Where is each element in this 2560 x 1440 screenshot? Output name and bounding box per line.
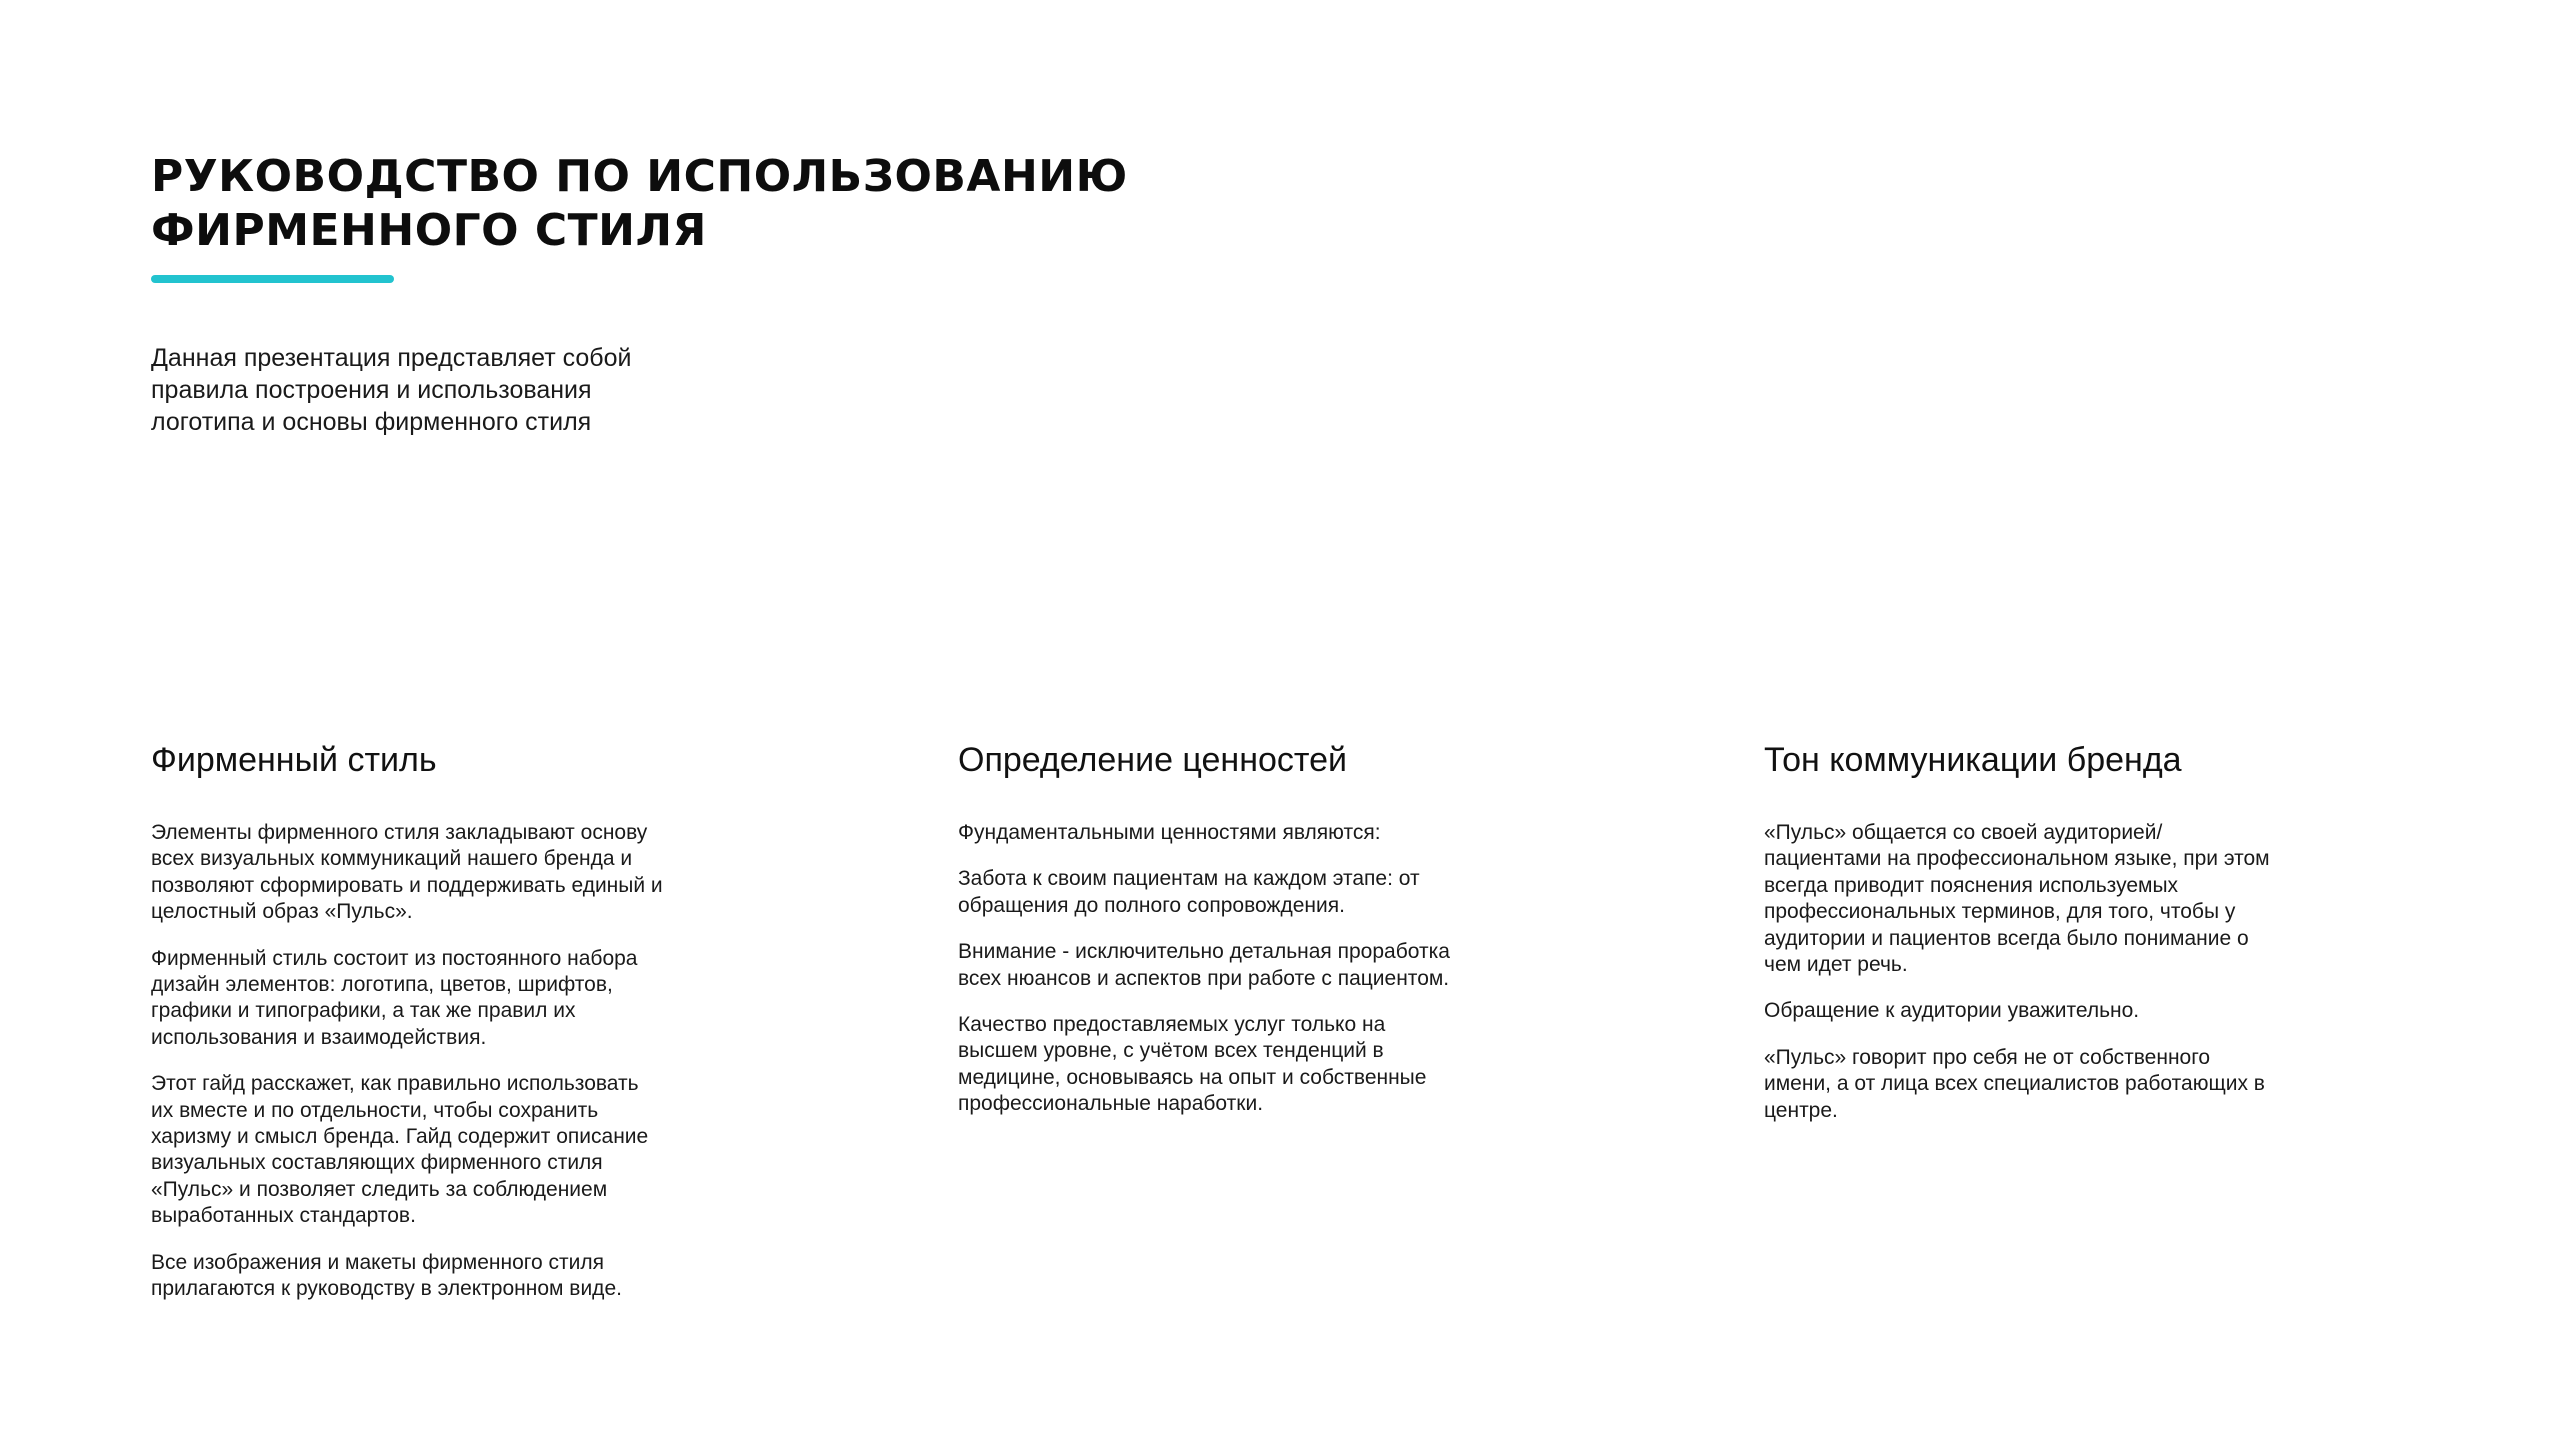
text-line: Элементы фирменного стиля закладывают основу: [151, 821, 648, 844]
text-line: дизайн элементов: логотипа, цветов, шрифтов,: [151, 973, 613, 997]
text-line: пациентами на профессиональном языке, при этом: [1764, 847, 2270, 871]
text-line: Фундаментальными ценностями являются:: [958, 821, 1381, 844]
paragraph: [151, 1071, 731, 1229]
text-line: всех визуальных коммуникаций нашего бренда и: [151, 847, 633, 871]
text-line: высшем уровне, с учётом всех тенденций в: [958, 1039, 1384, 1063]
text-line: «Пульс» и позволяет следить за соблюдением: [151, 1177, 608, 1201]
text-line: «Пульс» говорит про себя не от собственного: [1764, 1045, 2211, 1069]
paragraph: [151, 820, 731, 926]
text-line: Этот гайд расскажет, как правильно использовать: [151, 1072, 639, 1096]
text-line: имени, а от лица всех специалистов работающих в: [1764, 1072, 2265, 1096]
text-line: профессиональные наработки.: [958, 1092, 1264, 1116]
paragraph: [958, 939, 1538, 992]
text-line: визуальных составляющих фирменного стиля: [151, 1151, 603, 1175]
text-line: чем идет речь.: [1764, 953, 1908, 977]
page-title-line: ФИРМЕННОГО СТИЛЯ: [151, 205, 707, 256]
text-line: обращения до полного сопровождения.: [958, 893, 1345, 917]
paragraph: [958, 1012, 1538, 1118]
paragraph: [1764, 820, 2344, 978]
text-line: прилагаются к руководству в электронном виде.: [151, 1277, 622, 1301]
column-heading: Фирменный стиль: [151, 741, 437, 779]
column-brand-style: [151, 738, 731, 1323]
text-line: харизму и смысл бренда. Гайд содержит описание: [151, 1125, 649, 1149]
intro-text: [151, 342, 771, 438]
text-line: медицине, основываясь на опыт и собственные: [958, 1065, 1427, 1089]
text-line: Качество предоставляемых услуг только на: [958, 1013, 1386, 1037]
column-heading: Тон коммуникации бренда: [1764, 741, 2182, 779]
accent-divider: [151, 275, 394, 283]
text-line: всех нюансов и аспектов при работе с пациентом.: [958, 966, 1450, 990]
text-line: Фирменный стиль состоит из постоянного набора: [151, 946, 638, 970]
text-line: использования и взаимодействия.: [151, 1025, 487, 1049]
text-line: Обращение к аудитории уважительно.: [1764, 999, 2140, 1023]
text-line: «Пульс» общается со своей аудиторией/: [1764, 821, 2163, 844]
text-line: аудитории и пациентов всегда было понимание о: [1764, 926, 2249, 950]
text-line: целостный образ «Пульс».: [151, 900, 413, 924]
column-body: [958, 820, 1538, 1118]
paragraph: [1764, 1045, 2344, 1124]
text-line: позволяют сформировать и поддерживать единый и: [151, 873, 663, 897]
text-line: Внимание - исключительно детальная проработка: [958, 940, 1450, 964]
page-title: [151, 150, 1128, 258]
paragraph: [151, 1250, 731, 1303]
paragraph: [958, 820, 1538, 846]
text-line: Все изображения и макеты фирменного стиля: [151, 1250, 604, 1274]
page-title-line: РУКОВОДСТВО ПО ИСПОЛЬЗОВАНИЮ: [151, 151, 1128, 202]
paragraph: [1764, 998, 2344, 1024]
intro-line: логотипа и основы фирменного стиля: [151, 408, 592, 436]
column-body: [1764, 820, 2344, 1124]
text-line: всегда приводит пояснения используемых: [1764, 873, 2179, 897]
text-line: центре.: [1764, 1098, 1838, 1122]
paragraph: [958, 866, 1538, 919]
text-line: выработанных стандартов.: [151, 1204, 416, 1228]
text-line: профессиональных терминов, для того, чтобы у: [1764, 900, 2236, 924]
column-values: [958, 738, 1538, 1138]
column-body: [151, 820, 731, 1303]
text-line: их вместе и по отдельности, чтобы сохранить: [151, 1098, 599, 1122]
intro-line: правила построения и использования: [151, 376, 592, 404]
text-line: графики и типографики, а так же правил их: [151, 999, 576, 1023]
column-heading: Определение ценностей: [958, 741, 1347, 779]
intro-line: Данная презентация представляет собой: [151, 344, 632, 372]
text-line: Забота к своим пациентам на каждом этапе: от: [958, 867, 1420, 891]
paragraph: [151, 946, 731, 1052]
column-communication-tone: [1764, 738, 2344, 1144]
